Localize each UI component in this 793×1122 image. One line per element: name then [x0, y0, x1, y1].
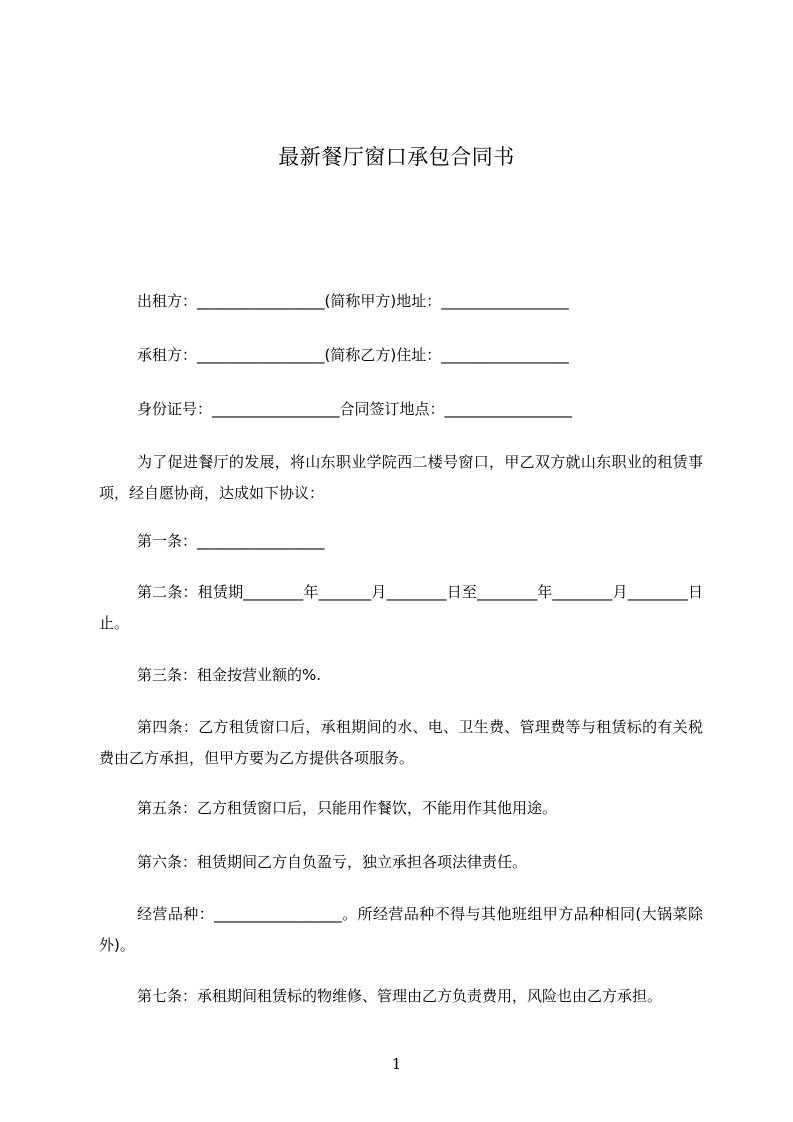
article-1: 第一条：_________________	[137, 532, 325, 550]
intro-paragraph: 为了促进餐厅的发展，将山东职业学院西二楼号窗口，甲乙双方就山东职业的租赁事项，经自愿协商，达成如下协议：	[99, 453, 703, 502]
page-number: 1	[391, 1055, 402, 1073]
article-3: 第三条：租金按营业额的%.	[137, 666, 322, 684]
article-4: 第四条：乙方租赁窗口后，承租期间的水、电、卫生费、管理费等与租赁标的有关税费由乙方承担，但甲方要为乙方提供各项服务。	[99, 718, 703, 767]
lessor-line: 出租方：_________________(简称甲方)地址：_________________	[137, 292, 569, 310]
article-7: 第七条：承租期间租赁标的物维修、管理由乙方负责费用，风险也由乙方承担。	[137, 987, 663, 1005]
document-title: 最新餐厅窗口承包合同书	[278, 145, 515, 169]
id-line: 身份证号：_________________合同签订地点：_________________	[137, 400, 573, 418]
lessee-line: 承租方：_________________(简称乙方)住址：_________________	[137, 346, 569, 364]
article-5: 第五条：乙方租赁窗口后，只能用作餐饮，不能用作其他用途。	[137, 799, 558, 817]
article-2: 第二条：租赁期________年_______月________日至________年________月________日止。	[99, 583, 703, 632]
article-6: 第六条：租赁期间乙方自负盈亏，独立承担各项法律责任。	[137, 853, 528, 871]
business-scope: 经营品种：_________________。所经营品种不得与其他班组甲方品种相同(大锅菜除外)。	[99, 905, 703, 954]
